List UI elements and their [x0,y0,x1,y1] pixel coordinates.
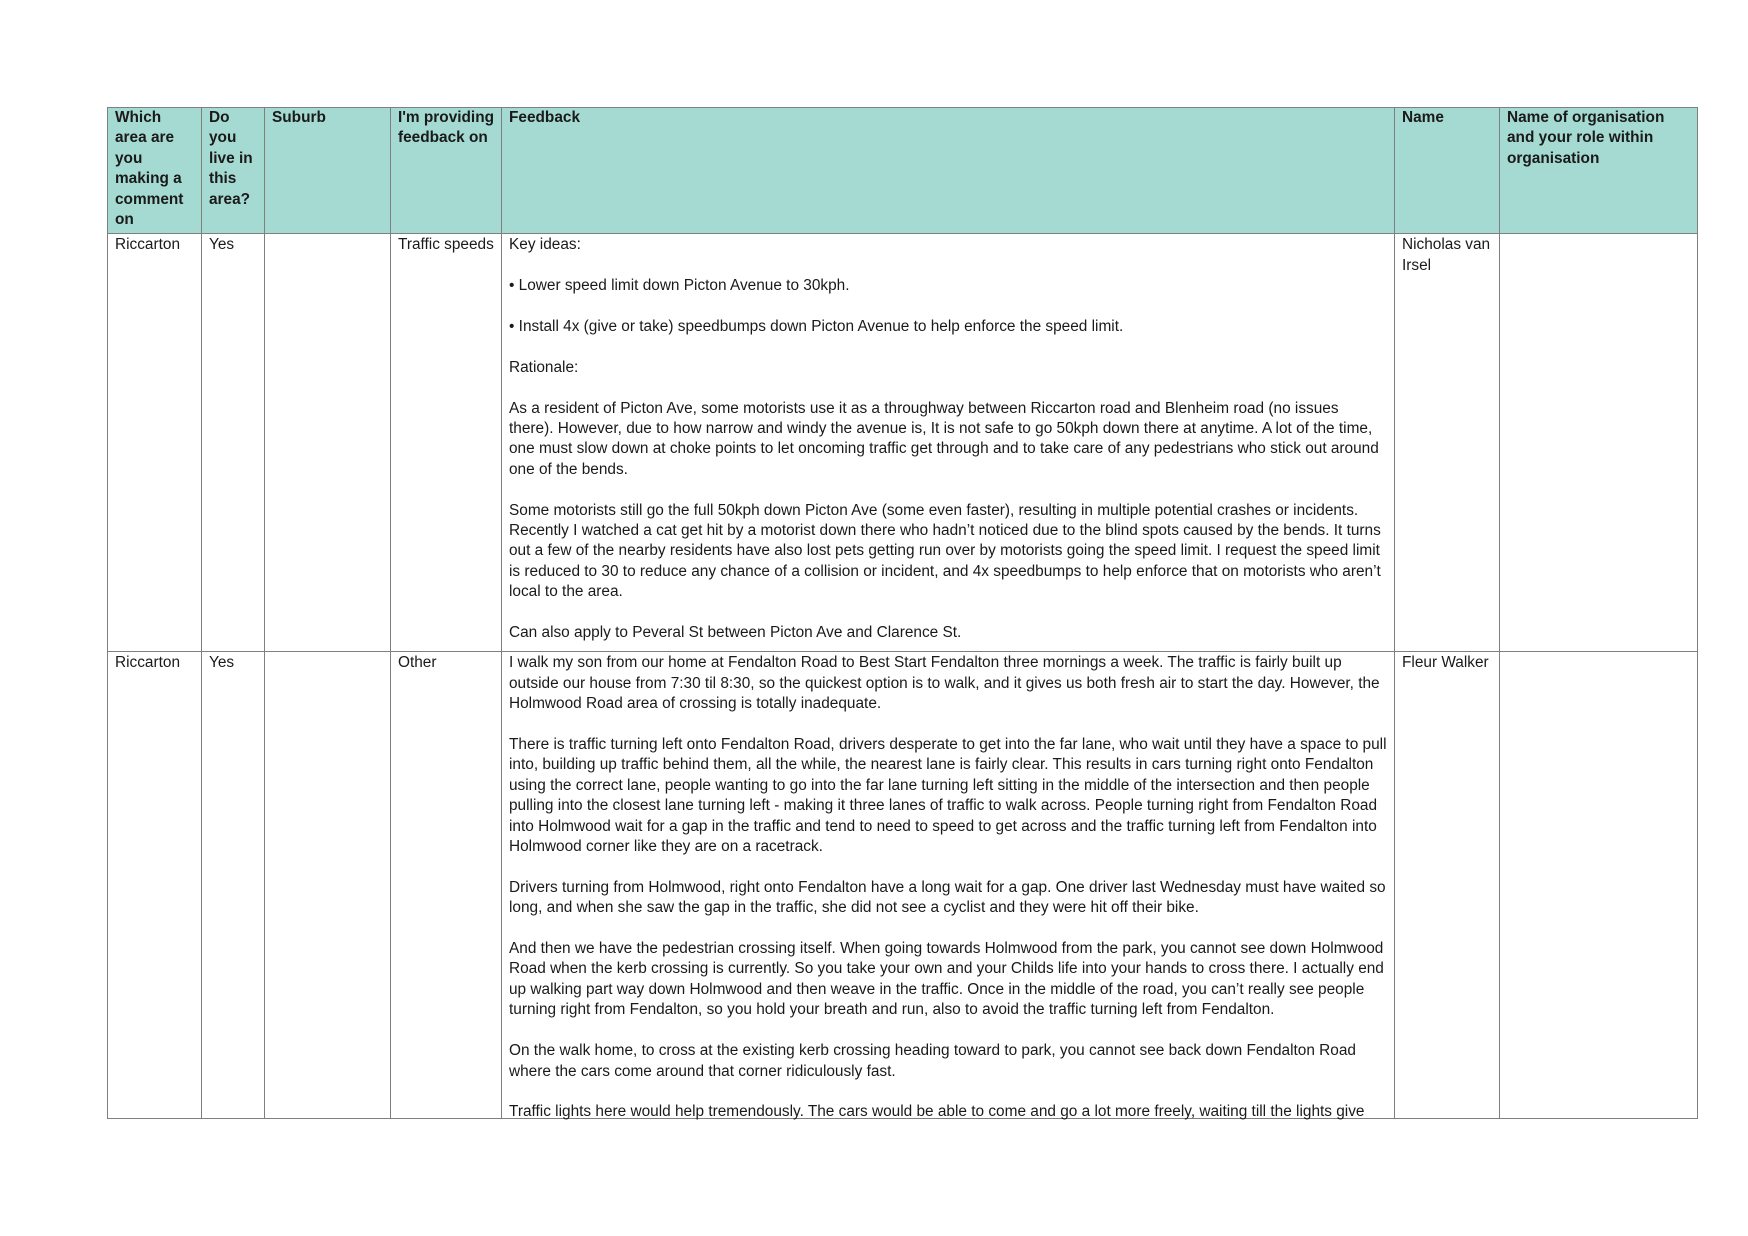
feedback-paragraph: Some motorists still go the full 50kph down Picton Ave (some even faster), resulting in multiple potential crashes or incidents. Recently I watched a cat get hit by a motorist down there who hadn’t noticed due to the blind spots caused by the bends. It turns out a few of the nearby residents have also lost pets getting run over by motorists going the speed limit. I request the speed limit is reduced to 30 to reduce any chance of a collision or incident, and 4x speedbumps to help enforce that on motorists who aren’t local to the area. [509,501,1381,601]
cell-suburb [265,234,391,652]
cell-name: Nicholas van Irsel [1395,234,1500,652]
cell-live-in-area: Yes [202,234,265,652]
cell-name: Fleur Walker [1395,652,1500,1119]
cell-feedback [502,234,1395,652]
cell-feedback-topic: Other [391,652,502,1119]
feedback-paragraph: • Lower speed limit down Picton Avenue to 30kph. [509,277,850,295]
header-feedback-topic: I'm providing feedback on [391,108,502,234]
table-row [108,652,1698,1119]
header-suburb: Suburb [265,108,391,234]
cell-suburb [265,652,391,1119]
header-organisation: Name of organisation and your role within organisation [1500,108,1698,234]
cell-organisation [1500,234,1698,652]
feedback-paragraph: Can also apply to Peveral St between Picton Ave and Clarence St. [509,624,962,642]
header-area: Which area are you making a comment on [108,108,202,234]
feedback-paragraph: Traffic lights here would help tremendously. The cars would be able to come and go a lot more freely, waiting till the lights give [509,1103,1365,1121]
feedback-paragraph: Rationale: [509,358,579,376]
feedback-paragraph: On the walk home, to cross at the existing kerb crossing heading toward to park, you cannot see back down Fendalton Road where the cars come around that corner ridiculously fast. [509,1042,1356,1080]
table-body [108,234,1698,1119]
feedback-paragraph: I walk my son from our home at Fendalton Road to Best Start Fendalton three mornings a week. The traffic is fairly built up outside our house from 7:30 til 8:30, so the quickest option is to walk, and it gives us both fresh air to start the day. However, the Holmwood Road area of crossing is totally inadequate. [509,654,1380,713]
cell-live-in-area: Yes [202,652,265,1119]
feedback-paragraph: There is traffic turning left onto Fendalton Road, drivers desperate to get into the far lane, who wait until they have a space to pull into, building up traffic behind them, all the while, the nearest lane is fairly clear. This results in cars turning right onto Fendalton using the correct lane, people wanting to go into the far lane turning left sitting in the middle of the intersection and then people pulling into the closest lane turning left - making it three lanes of traffic to walk across. People turning right from Fendalton Road into Holmwood wait for a gap in the traffic and tend to need to speed to get across and the traffic turning left from Fendalton into Holmwood corner like they are on a racetrack. [509,736,1387,856]
feedback-paragraph: Drivers turning from Holmwood, right onto Fendalton have a long wait for a gap. One driver last Wednesday must have waited so long, and when she saw the gap in the traffic, she did not see a cyclist and they were hit off their bike. [509,878,1386,917]
header-live-in-area: Do you live in this area? [202,108,265,234]
table-header [108,108,1698,234]
feedback-clip [509,653,1387,1121]
feedback-paragraph: As a resident of Picton Ave, some motorists use it as a throughway between Riccarton road and Blenheim road (no issues there). However, due to how narrow and windy the avenue is, It is not safe to go 50kph down there at anytime. A lot of the time, one must slow down at choke points to let oncoming traffic get through and to take care of any pedestrians who stick out around one of the bends. [509,399,1379,478]
feedback-paragraph: And then we have the pedestrian crossing itself. When going towards Holmwood from the park, you cannot see down Holmwood Road when the kerb crossing is currently. So you take your own and your Childs life into your hands to cross there. I actually end up walking part way down Holmwood and then weave in the traffic. Once in the middle of the road, you can’t really see people turning right from Fendalton, so you hold your breath and run, also to avoid the traffic turning left from Fendalton. [509,940,1384,1019]
table-row [108,234,1698,652]
feedback-table [107,107,1698,1119]
feedback-paragraph: Key ideas: [509,236,581,254]
cell-area: Riccarton [108,652,202,1119]
feedback-paragraph: • Install 4x (give or take) speedbumps down Picton Avenue to help enforce the speed limit. [509,318,1124,336]
cell-feedback-topic: Traffic speeds [391,234,502,652]
cell-feedback [502,652,1395,1119]
header-row [108,108,1698,234]
header-feedback: Feedback [502,108,1395,234]
header-name: Name [1395,108,1500,234]
cell-organisation [1500,652,1698,1119]
cell-area: Riccarton [108,234,202,652]
